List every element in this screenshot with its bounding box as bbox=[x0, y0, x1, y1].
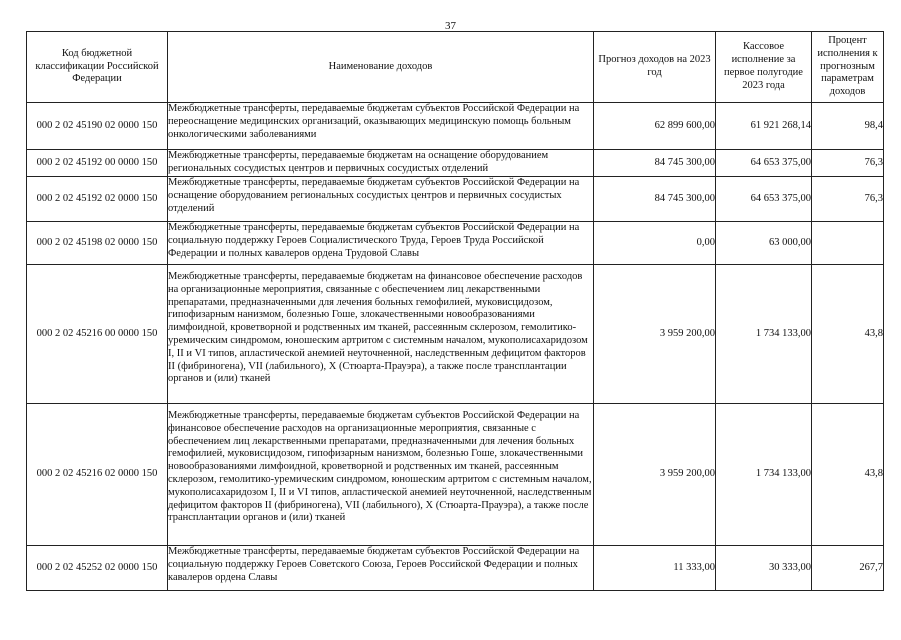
row-forecast: 11 333,00 bbox=[594, 546, 716, 591]
row-execution: 64 653 375,00 bbox=[716, 150, 812, 177]
row-code: 000 2 02 45192 02 0000 150 bbox=[27, 177, 168, 222]
row-name: Межбюджетные трансферты, передаваемые бюджетам субъектов Российской Федерации на социальную поддержку Героев Социалистического Труда, Героев Труда Российской Федерации и полных кавалеров ордена Трудовой Славы bbox=[168, 222, 594, 265]
row-forecast: 0,00 bbox=[594, 222, 716, 265]
header-execution: Кассовое исполнение за первое полугодие 2023 года bbox=[716, 32, 812, 103]
row-forecast: 3 959 200,00 bbox=[594, 404, 716, 546]
row-execution: 63 000,00 bbox=[716, 222, 812, 265]
header-name: Наименование доходов bbox=[168, 32, 594, 103]
table-row bbox=[27, 177, 884, 222]
row-execution: 1 734 133,00 bbox=[716, 404, 812, 546]
table-row bbox=[27, 150, 884, 177]
page-number: 37 bbox=[445, 20, 456, 32]
row-execution: 1 734 133,00 bbox=[716, 265, 812, 404]
row-forecast: 84 745 300,00 bbox=[594, 177, 716, 222]
table-row bbox=[27, 222, 884, 265]
income-table bbox=[26, 31, 884, 591]
row-name: Межбюджетные трансферты, передаваемые бюджетам на оснащение оборудованием региональных сосудистых центров и первичных сосудистых отделений bbox=[168, 150, 594, 177]
row-execution: 61 921 268,14 bbox=[716, 103, 812, 150]
table-header-row bbox=[27, 32, 884, 103]
header-percent: Процент исполнения к прогнозным параметрам доходов bbox=[812, 32, 884, 103]
row-name: Межбюджетные трансферты, передаваемые бюджетам субъектов Российской Федерации на переоснащение медицинских организаций, оказывающих медицинскую помощь больным онкологическими заболеваниями bbox=[168, 103, 594, 150]
row-code: 000 2 02 45216 02 0000 150 bbox=[27, 404, 168, 546]
row-percent: 267,7 bbox=[812, 546, 884, 591]
table-row bbox=[27, 404, 884, 546]
row-code: 000 2 02 45198 02 0000 150 bbox=[27, 222, 168, 265]
row-forecast: 3 959 200,00 bbox=[594, 265, 716, 404]
header-forecast: Прогноз доходов на 2023 год bbox=[594, 32, 716, 103]
row-forecast: 62 899 600,00 bbox=[594, 103, 716, 150]
header-code: Код бюджетной классификации Российской Федерации bbox=[27, 32, 168, 103]
row-percent bbox=[812, 222, 884, 265]
row-execution: 64 653 375,00 bbox=[716, 177, 812, 222]
row-name: Межбюджетные трансферты, передаваемые бюджетам субъектов Российской Федерации на социальную поддержку Героев Советского Союза, Героев Российской Федерации и полных кавалеров ордена Славы bbox=[168, 546, 594, 591]
row-code: 000 2 02 45190 02 0000 150 bbox=[27, 103, 168, 150]
row-percent: 76,3 bbox=[812, 177, 884, 222]
row-code: 000 2 02 45252 02 0000 150 bbox=[27, 546, 168, 591]
row-percent: 98,4 bbox=[812, 103, 884, 150]
row-execution: 30 333,00 bbox=[716, 546, 812, 591]
row-name: Межбюджетные трансферты, передаваемые бюджетам субъектов Российской Федерации на финансовое обеспечение расходов на организационные мероприятия, связанные с обеспечением лиц лекарственными препаратами, предназначенными для лечения больных гемофилией, муковисцидозом, гипофизарным нанизмом, болезнью Гоше, злокачественными новообразованиями лимфоидной, кроветворной и родственных им тканей, рассеянным склерозом, гемолитико-уремическим синдромом, юношеским артритом с системным началом, мукополисахаридозом I, II и VI типов, апластической анемией неуточненной, наследственным дефицитом факторов II (фибриногена), VII (лабильного), X (Стюарта-Прауэра), а также после трансплантации органов и (или) тканей bbox=[168, 404, 594, 546]
row-name: Межбюджетные трансферты, передаваемые бюджетам субъектов Российской Федерации на оснащение оборудованием региональных сосудистых центров и первичных сосудистых отделений bbox=[168, 177, 594, 222]
row-percent: 43,8 bbox=[812, 265, 884, 404]
row-code: 000 2 02 45192 00 0000 150 bbox=[27, 150, 168, 177]
row-code: 000 2 02 45216 00 0000 150 bbox=[27, 265, 168, 404]
row-percent: 76,3 bbox=[812, 150, 884, 177]
row-percent: 43,8 bbox=[812, 404, 884, 546]
row-forecast: 84 745 300,00 bbox=[594, 150, 716, 177]
row-name: Межбюджетные трансферты, передаваемые бюджетам на финансовое обеспечение расходов на организационные мероприятия, связанные с обеспечением лиц лекарственными препаратами, предназначенными для лечения больных гемофилией, муковисцидозом, гипофизарным нанизмом, болезнью Гоше, злокачественными новообразованиями лимфоидной, кроветворной и родственных им тканей, рассеянным склерозом, гемолитико-уремическим синдромом, юношеским артритом с системным началом, мукополисахаридозом I, II и VI типов, апластической анемией неуточненной, наследственным дефицитом факторов II (фибриногена), VII (лабильного), X (Стюарта-Прауэра), а также после трансплантации органов и (или) тканей bbox=[168, 265, 594, 404]
table-row bbox=[27, 546, 884, 591]
table-row bbox=[27, 103, 884, 150]
table-row bbox=[27, 265, 884, 404]
